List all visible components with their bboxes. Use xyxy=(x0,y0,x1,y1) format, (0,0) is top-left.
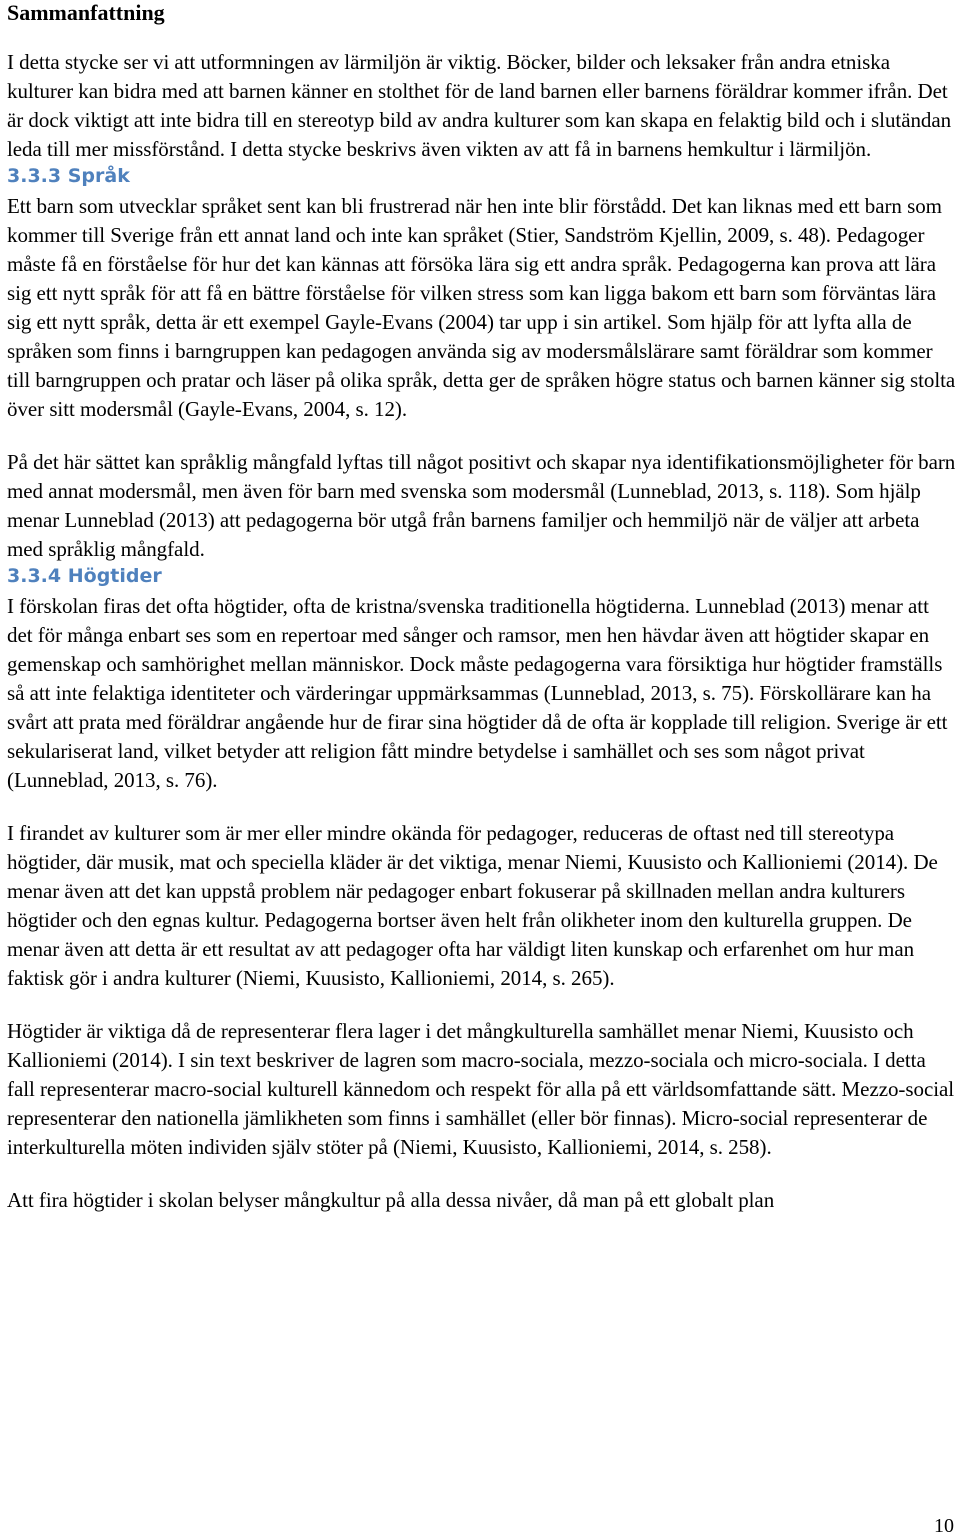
section-hogtider xyxy=(7,564,957,1215)
body-paragraph: Högtider är viktiga då de representerar flera lager i det mångkulturella samhället menar Niemi, Kuusisto och Kallioniemi (2014). I sin text beskriver de lagren som macro-sociala, mezzo-sociala och micro-sociala. I detta fall representerar macro-social kulturell kännedom och respekt för alla på ett världsomfattande sätt. Mezzo-social representerar den nationella jämlikheten som finns i samhället (eller bör finnas). Micro-social representerar de interkulturella möten individen själv stöter på (Niemi, Kuusisto, Kallioniemi, 2014, s. 258). xyxy=(7,1019,955,1159)
body-paragraph: I firandet av kulturer som är mer eller mindre okända för pedagoger, reduceras de oftast ned till stereotypa högtider, där musik, mat och speciella kläder är det viktiga, menar Niemi, Kuusisto och Kallioniemi (2014). De menar även att det kan uppstå problem när pedagoger enbart fokuserar på skillnaden mellan andra kulturers högtider och den egnas kultur. Pedagogerna bortser även helt från olikheter inom den kulturella gruppen. De menar även att detta är ett resultat av att pedagoger ofta har väldigt liten kunskap och erfarenhet om hur man faktisk gör i andra kulturer (Niemi, Kuusisto, Kallioniemi, 2014, s. 265). xyxy=(7,821,938,990)
body-paragraph: I förskolan firas det ofta högtider, ofta de kristna/svenska traditionella högtiderna. Lunneblad (2013) menar att det för många enbart ses som en repertoar med sånger och ramsor, men hen hävdar även att högtider skapar en gemenskap och samhörighet mellan människor. Dock måste pedagogerna vara försiktiga hur högtider framställs så att inte felaktiga identiteter och värderingar uppmärksammas (Lunneblad, 2013, s. 75). Förskollärare kan ha svårt att prata med föräldrar angående hur de firar sina högtider då de ofta är kopplade till religion. Sverige är ett sekulariserat land, vilket betyder att religion fått mindre betydelse i samhället och ses som något privat (Lunneblad, 2013, s. 76). xyxy=(7,594,948,792)
section-number: 3.3.4 xyxy=(7,565,62,587)
section-title: Språk xyxy=(67,165,130,187)
section-heading xyxy=(7,164,957,188)
body-paragraph: Ett barn som utvecklar språket sent kan bli frustrerad när hen inte blir förstådd. Det kan liknas med ett barn som kommer till Sverige från ett annat land och inte kan språket (Stier, Sandström Kjellin, 2009, s. 48). Pedagoger måste få en förståelse för hur det kan kännas att försöka lära sig ett andra språk. Pedagogerna kan prova att lära sig ett nytt språk för att få en bättre förståelse för vilken stress som kan ligga bakom ett barn som förväntas lära sig ett nytt språk, detta är ett exempel Gayle-Evans (2004) tar upp i sin artikel. Som hjälp för att lyfta alla de språken som finns i barngruppen kan pedagogen använda sig av modersmålslärare samt föräldrar som kommer till barngruppen och pratar och läser på olika språk, detta ger de språken högre status och barnen känner sig stolta över sitt modersmål (Gayle-Evans, 2004, s. 12). xyxy=(7,194,956,421)
body-paragraph: Att fira högtider i skolan belyser mångkultur på alla dessa nivåer, då man på ett globalt plan xyxy=(7,1188,775,1212)
summary-paragraph: I detta stycke ser vi att utformningen av lärmiljön är viktig. Böcker, bilder och leksaker från andra etniska kulturer kan bidra med att barnen känner en stolthet för de land barnen eller barnens föräldrar kommer ifrån. Det är dock viktigt att inte bidra till en stereotyp bild av andra kulturer som kan skapa en felaktig bild och i slutändan leda till mer missförstånd. I detta stycke beskrivs även vikten av att få in barnens hemkultur i lärmiljön. xyxy=(7,50,952,161)
page-number: 10 xyxy=(934,1515,954,1537)
section-heading xyxy=(7,564,957,588)
section-sprak xyxy=(7,164,957,564)
document-page xyxy=(7,0,957,1215)
summary-heading: Sammanfattning xyxy=(7,0,165,25)
body-paragraph: På det här sättet kan språklig mångfald lyftas till något positivt och skapar nya identifikationsmöjligheter för barn med annat modersmål, men även för barn med svenska som modersmål (Lunneblad, 2013, s. 118). Som hjälp menar Lunneblad (2013) att pedagogerna bör utgå från barnens familjer och hemmiljö när de väljer att arbeta med språklig mångfald. xyxy=(7,450,956,561)
section-number: 3.3.3 xyxy=(7,165,62,187)
section-title: Högtider xyxy=(67,565,162,587)
